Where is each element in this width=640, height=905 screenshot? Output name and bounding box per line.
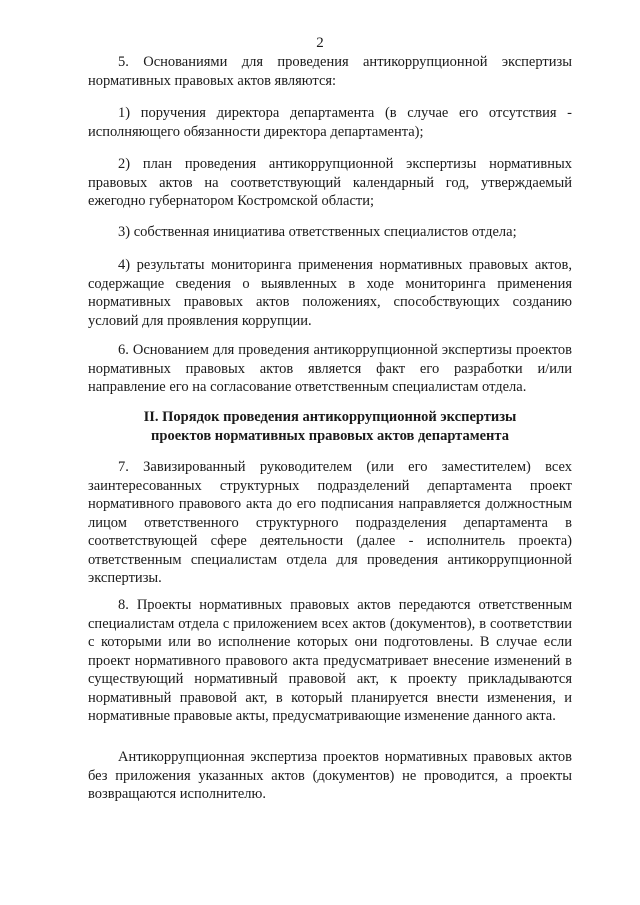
section-heading-line-2: проектов нормативных правовых актов департамента bbox=[151, 427, 509, 444]
page-number: 2 bbox=[316, 35, 324, 51]
paragraph-5-item-1: 1) поручения директора департамента (в случае его отсутствия - исполняющего обязанности директора департамента); bbox=[88, 105, 572, 140]
section-heading bbox=[88, 408, 572, 445]
paragraph-6: 6. Основанием для проведения антикоррупционной экспертизы проектов нормативных правовых актов является факт его разработки и/или направление его на согласование ответственным специалистам отдела. bbox=[88, 342, 572, 395]
paragraph-5-item-4: 4) результаты мониторинга применения нормативных правовых актов, содержащие сведения о выявленных в ходе мониторинга применения нормативных правовых актов положениях, способствующих созданию условий для проявления коррупции. bbox=[88, 257, 572, 329]
paragraph-8-note: Антикоррупционная экспертиза проектов нормативных правовых актов без приложения указанных актов (документов) не проводится, а проекты возвращаются исполнителю. bbox=[88, 749, 572, 802]
paragraph-5-item-2: 2) план проведения антикоррупционной экспертизы нормативных правовых актов на соответствующий календарный год, утверждаемый ежегодно губернатором Костромской области; bbox=[88, 156, 572, 209]
paragraph-5: 5. Основаниями для проведения антикоррупционной экспертизы нормативных правовых актов являются: bbox=[88, 54, 572, 89]
paragraph-8: 8. Проекты нормативных правовых актов передаются ответственным специалистам отдела с приложением всех актов (документов), в соответствии с которыми или во исполнение которых они подготовлены. В случае если проект нормативного правового акта предусматривает внесение изменений в существующий нормативный правовой акт, к проекту прикладываются нормативный правовой акт, в который планируется внести изменения, и нормативные правовые акты, предусматривающие изменение данного акта. bbox=[88, 597, 572, 724]
section-heading-line-1: II. Порядок проведения антикоррупционной экспертизы bbox=[143, 409, 517, 425]
paragraph-7: 7. Завизированный руководителем (или его заместителем) всех заинтересованных структурных подразделений департамента проект нормативного правового акта до его подписания направляется должностным лицом ответственного структурного подразделения департамента в соответствующей сфере деятельности (далее - исполнитель проекта) ответственным специалистам отдела для проведения антикоррупционной экспертизы. bbox=[88, 459, 572, 586]
paragraph-5-item-3: 3) собственная инициатива ответственных специалистов отдела; bbox=[118, 224, 517, 240]
